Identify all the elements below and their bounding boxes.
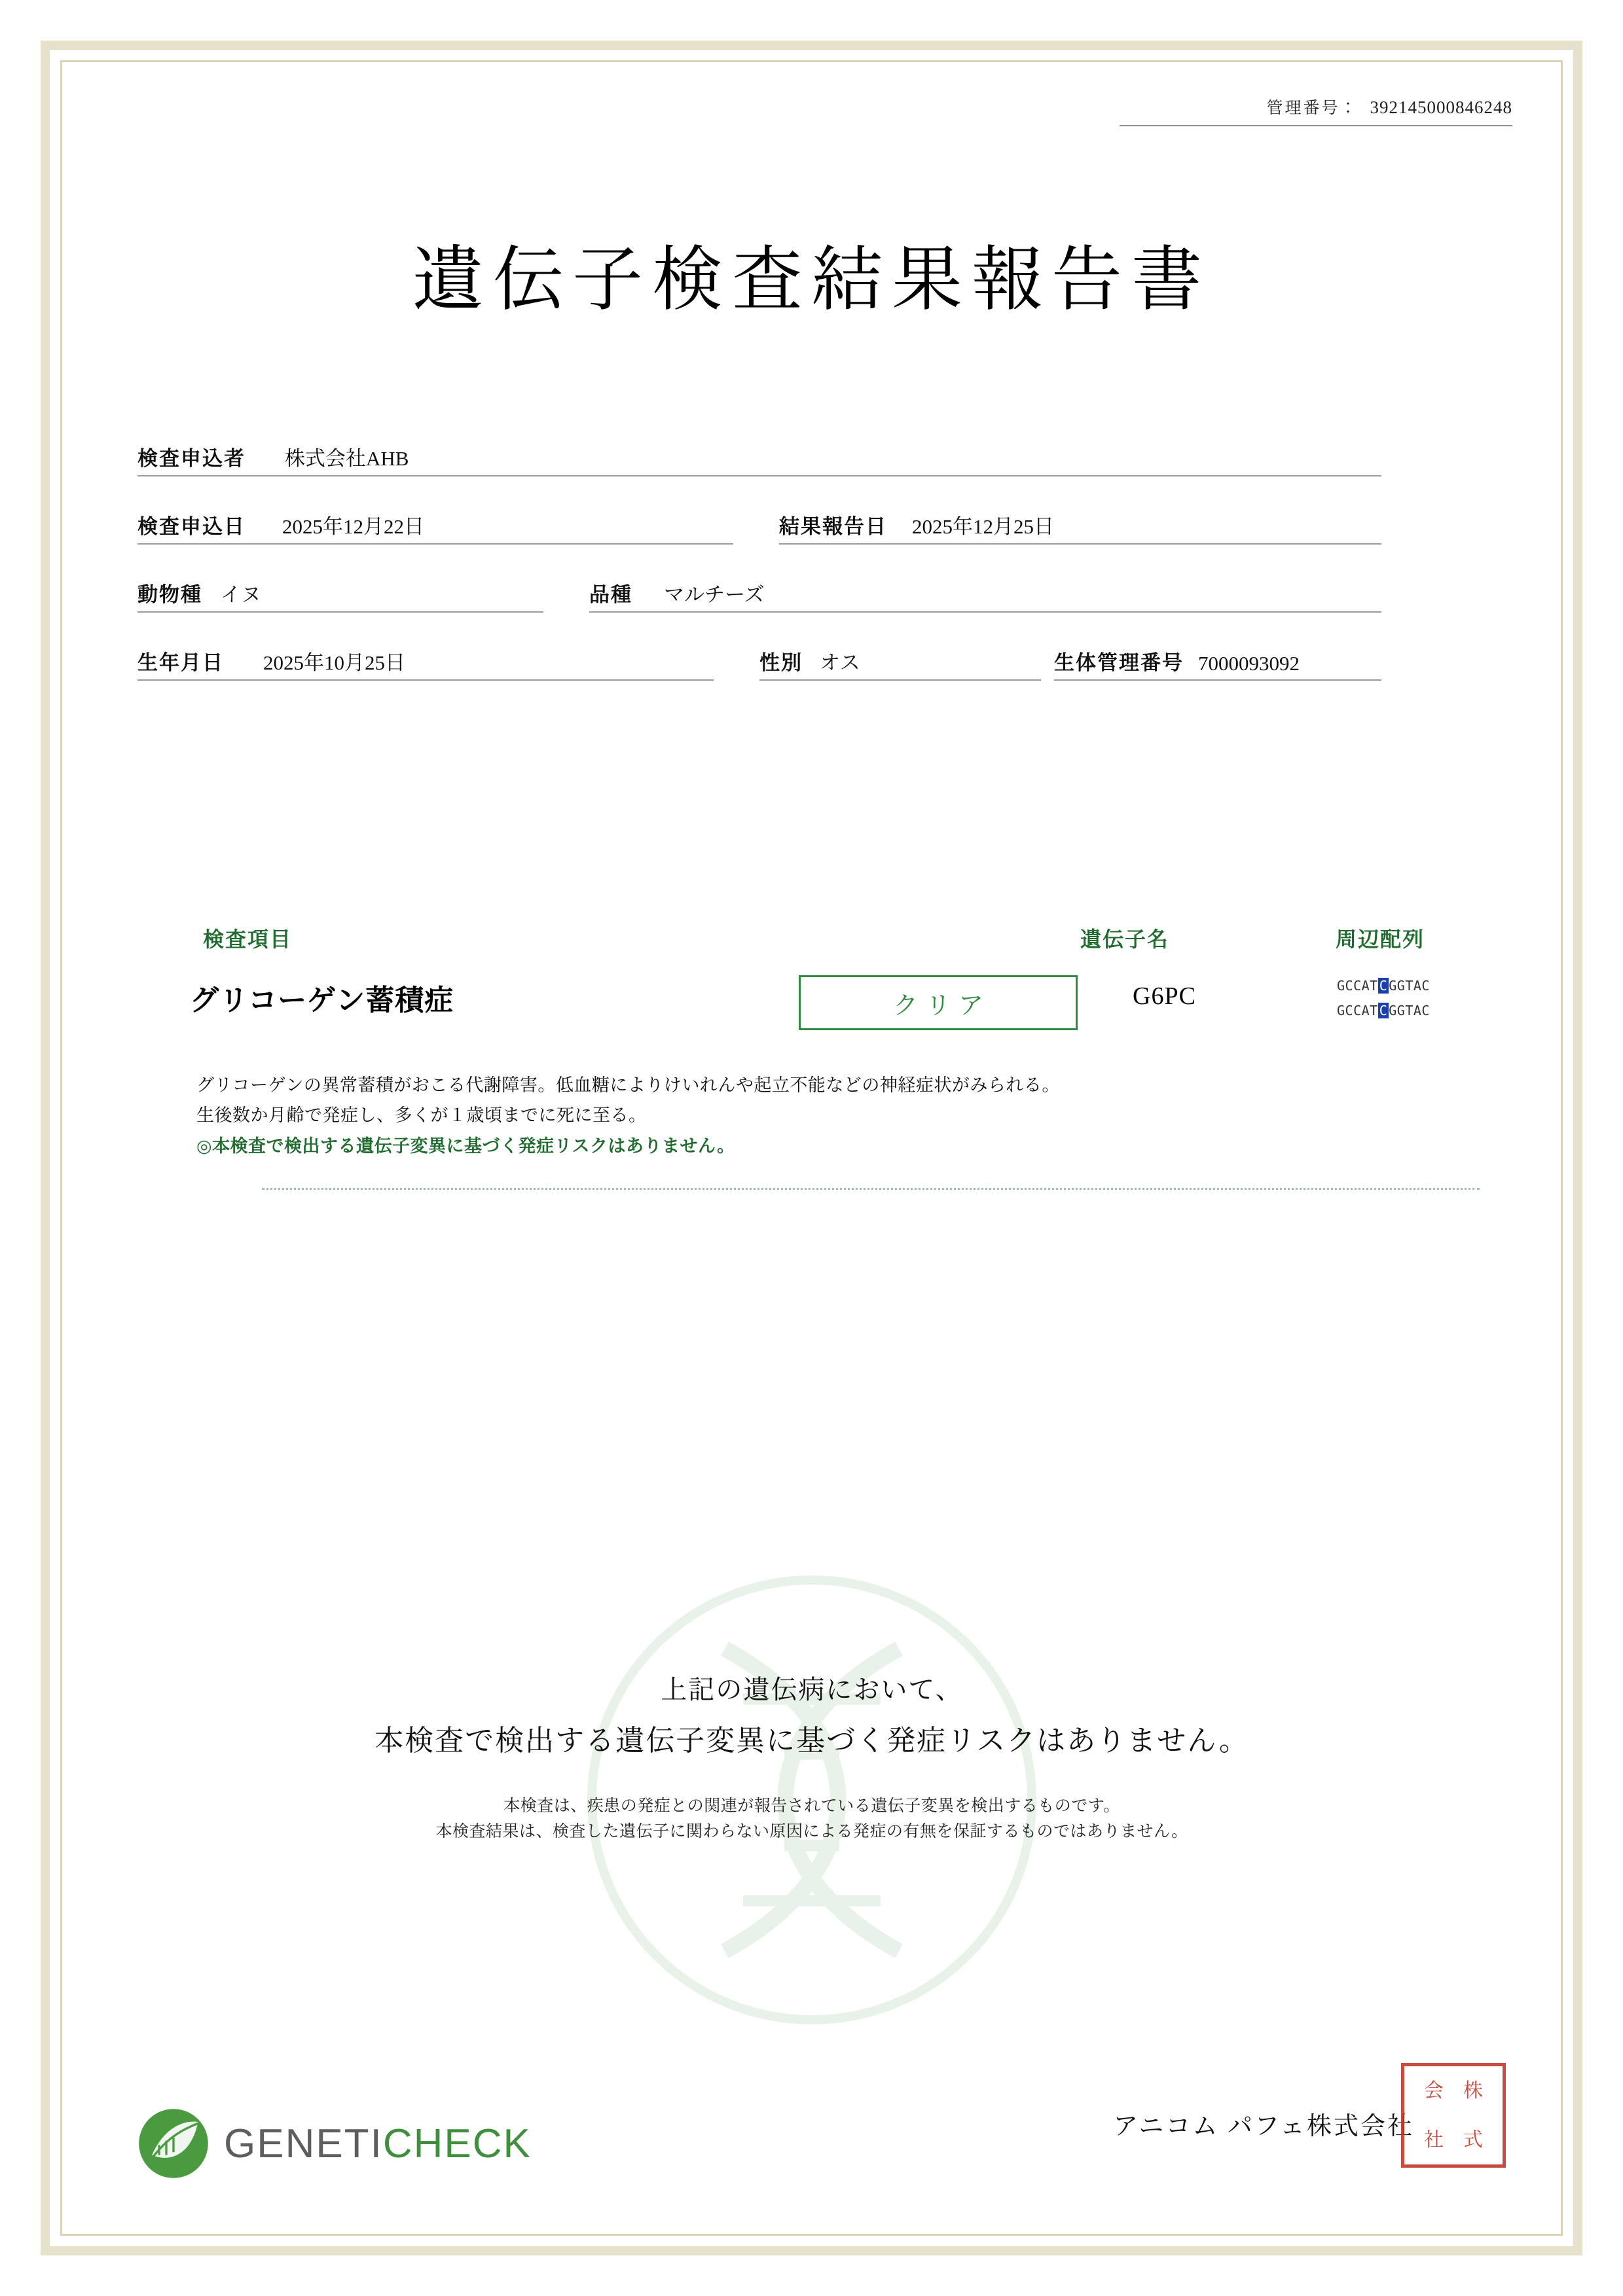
sequence-block (1337, 978, 1507, 1028)
document-content (98, 79, 1525, 2219)
info-block (137, 432, 1486, 704)
disclaimer-block (98, 1793, 1525, 1844)
control-number-value: 392145000846248 (1370, 98, 1512, 117)
column-header-item: 検査項目 (203, 927, 293, 951)
sequence-right-2: GGTAC (1389, 1003, 1430, 1018)
description-line-2: 生後数か月齢で発症し、多くが１歳頃までに死に至る。 (196, 1105, 647, 1126)
seal-char-3: 会 (1424, 2079, 1444, 2102)
description-line-1: グリコーゲンの異常蓄積がおこる代謝障害。低血糖によりけいれんや起立不能などの神経症状がみられる。 (196, 1075, 1060, 1095)
breed-label: 品種 (589, 583, 632, 606)
result-table-header (137, 923, 1486, 956)
applicant-label: 検査申込者 (137, 447, 246, 470)
sequence-left-1: GCCAT (1337, 978, 1378, 994)
company-seal (1401, 2063, 1506, 2168)
apply-date-value: 2025年12月22日 (282, 515, 424, 538)
info-row-birth (137, 636, 1486, 704)
sequence-left-2: GCCAT (1337, 1003, 1378, 1018)
company-name: アニコム パフェ株式会社 (1113, 2113, 1414, 2140)
conclusion-line-1: 上記の遺伝病において、 (661, 1676, 963, 1704)
info-row-species (137, 568, 1486, 636)
conclusion-line-2: 本検査で検出する遺伝子変異に基づく発症リスクはありません。 (374, 1725, 1249, 1757)
info-row-applicant (137, 432, 1486, 500)
brand-logo-text-b: CHECK (382, 2121, 532, 2166)
seal-char-1: 株 (1463, 2079, 1483, 2102)
brand-logo-text (224, 2121, 532, 2167)
sex-label: 性別 (759, 651, 803, 674)
control-number (1120, 95, 1512, 126)
seal-column-2 (1424, 2062, 1444, 2168)
species-value: イヌ (221, 583, 261, 606)
status-badge-label: クリア (892, 992, 991, 1020)
field-report-date (779, 500, 1381, 545)
page-title: 遺伝子検査結果報告書 (412, 242, 1211, 319)
seal-char-2: 式 (1463, 2128, 1483, 2151)
description-line-3: ◎本検査で検出する遺伝子変異に基づく発症リスクはありません。 (196, 1136, 735, 1156)
info-row-dates (137, 500, 1486, 568)
brand-logo (137, 2108, 532, 2179)
species-label: 動物種 (137, 583, 202, 606)
conclusion-block (98, 1669, 1525, 1759)
birthdate-label: 生年月日 (137, 651, 224, 674)
table-row (137, 969, 1486, 1041)
report-date-label: 結果報告日 (779, 515, 887, 538)
animal-id-value: 7000093092 (1198, 652, 1300, 675)
disclaimer-line-1: 本検査は、疾患の発症との関連が報告されている遺伝子変異を検出するものです。 (503, 1797, 1120, 1815)
field-birthdate (137, 636, 714, 681)
applicant-value: 株式会社AHB (285, 447, 409, 470)
seal-char-4: 社 (1424, 2128, 1444, 2151)
seal-column-1 (1463, 2062, 1483, 2168)
breed-value: マルチーズ (664, 583, 765, 606)
report-date-value: 2025年12月25日 (912, 515, 1054, 538)
field-animal-id (1054, 636, 1381, 681)
sequence-line-2 (1337, 1003, 1507, 1018)
leaf-icon (137, 2108, 210, 2179)
sex-value: オス (820, 651, 860, 674)
sequence-highlight-1: C (1379, 978, 1388, 994)
animal-id-label: 生体管理番号 (1054, 651, 1184, 674)
field-apply-date (137, 500, 733, 545)
sequence-highlight-2: C (1379, 1003, 1388, 1018)
field-species (137, 568, 543, 613)
disclaimer-line-2: 本検査結果は、検査した遺伝子に関わらない原因による発症の有無を保証するものではありません。 (435, 1821, 1188, 1840)
sequence-line-1 (1337, 978, 1507, 994)
status-badge (799, 975, 1078, 1030)
field-breed (589, 568, 1381, 613)
field-sex (759, 636, 1041, 681)
disease-name: グリコーゲン蓄積症 (190, 984, 454, 1016)
birthdate-value: 2025年10月25日 (263, 651, 405, 674)
gene-name: G6PC (1133, 982, 1196, 1010)
section-divider (262, 1188, 1480, 1190)
control-number-label: 管理番号： (1266, 99, 1359, 117)
disease-description (196, 1073, 1467, 1164)
sequence-right-1: GGTAC (1389, 978, 1430, 994)
apply-date-label: 検査申込日 (137, 515, 246, 538)
brand-logo-text-a: GENETI (224, 2121, 383, 2166)
column-header-gene: 遺伝子名 (1080, 927, 1170, 951)
column-header-sequence: 周辺配列 (1336, 927, 1425, 951)
field-applicant (137, 432, 1381, 476)
